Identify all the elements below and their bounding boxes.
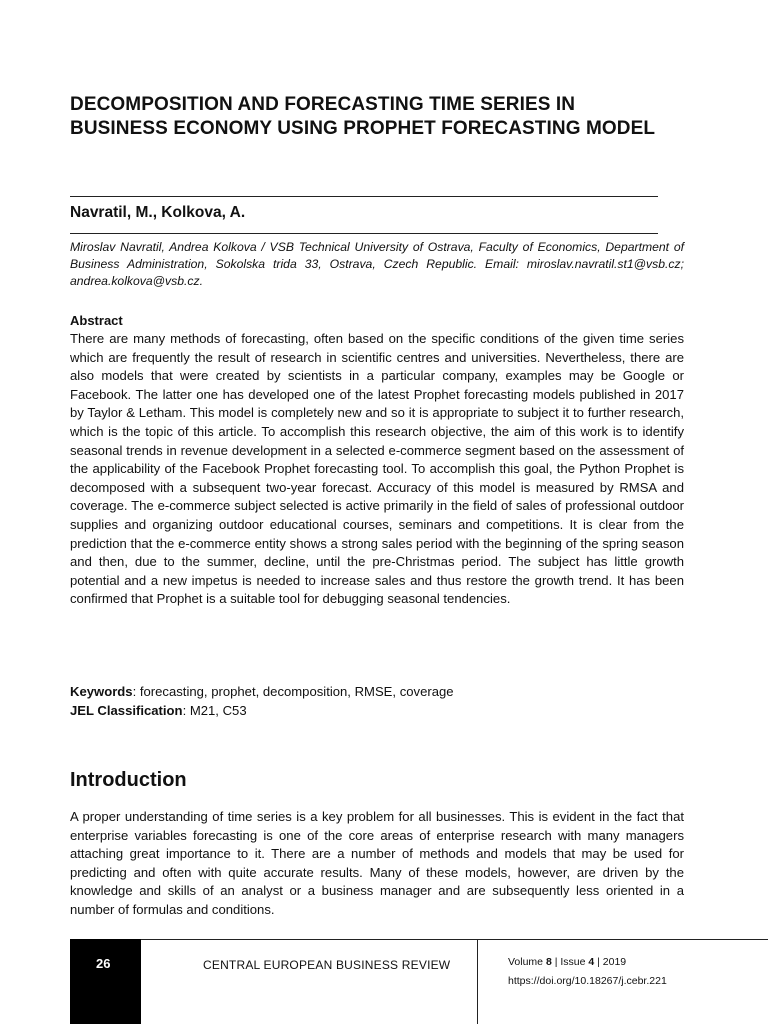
footer-rule (70, 939, 768, 940)
keywords-label: Keywords (70, 684, 133, 699)
year: | 2019 (594, 956, 627, 968)
jel-label: JEL Classification (70, 702, 183, 718)
keywords-value: : forecasting, prophet, decomposition, RMSE, coverage (132, 684, 454, 699)
volume-label: Volume (508, 956, 546, 968)
introduction-heading: Introduction (70, 769, 187, 791)
author-list: Navratil, M., Kolkova, A. (70, 204, 246, 221)
jel-line (70, 702, 684, 721)
issue-label: | Issue (551, 956, 589, 968)
doi-link[interactable]: https://doi.org/10.18267/j.cebr.221 (508, 975, 667, 987)
paper-title: DECOMPOSITION AND FORECASTING TIME SERIES IN BUSINESS ECONOMY USING PROPHET FORECASTING MODEL (70, 94, 656, 139)
footer-divider (477, 939, 478, 1024)
jel-value: : M21, C53 (182, 702, 247, 718)
volume-info (508, 956, 626, 968)
affiliation: Miroslav Navratil, Andrea Kolkova / VSB Technical University of Ostrava, Faculty of Economics, Department of Business Administration, Sokolska trida 33, Ostrava, Czech Republic. Email: miroslav.navratil.st1@vsb.cz; andrea.kolkova@vsb.cz. (70, 240, 684, 288)
journal-name: CENTRAL EUROPEAN BUSINESS REVIEW (203, 958, 451, 972)
keywords-block (70, 683, 684, 720)
abstract-text: There are many methods of forecasting, often based on the specific conditions of the given time series which are frequently the result of research in scientific centres and universities. Nevertheless, there are also models that were created by scientists in a particular company, examples may be Google or Facebook. The latter one has developed one of the latest Prophet forecasting models published in 2017 by Taylor & Letham. This model is completely new and so it is appropriate to subject it to further research, which is the topic of this article. To accomplish this research objective, the aim of this work is to identify seasonal trends in revenue development in a selected e-commerce segment based on the assessment of the applicability of the Facebook Prophet forecasting tool. To accomplish this goal, the Python Prophet is decomposed with a subsequent two-year forecast. Accuracy of this model is measured by RMSA and coverage. The e-commerce subject selected is active primarily in the field of sales of professional outdoor supplies and organizing outdoor educational courses, seminars and competitions. It is clear from the prediction that the e-commerce entity shows a strong sales period with the beginning of the spring season and then, due to the summer, decline, until the pre-Christmas period. The subject has little growth potential and a new impetus is needed to increase sales and thus restore the growth trend. It has been confirmed that Prophet is a suitable tool for debugging seasonal tendencies. (70, 331, 684, 607)
keywords-line (70, 683, 684, 702)
title-rule (70, 196, 658, 197)
page-number: 26 (96, 956, 111, 971)
issue-number: 4 (588, 956, 595, 968)
page-number-box (70, 939, 141, 1024)
introduction-text: A proper understanding of time series is a key problem for all businesses. This is evident in the fact that enterprise variables forecasting is one of the core areas of enterprise research with many managers attaching great importance to it. There are a number of methods and models that may be used for predicting and often with quite accurate results. Many of these models, however, are driven by the knowledge and skills of an analyst or a business manager and are subsequently less oriented in a number of formulas and conditions. (70, 809, 684, 917)
volume-number: 8 (545, 956, 552, 968)
abstract-heading: Abstract (70, 313, 123, 328)
author-rule (70, 233, 658, 234)
